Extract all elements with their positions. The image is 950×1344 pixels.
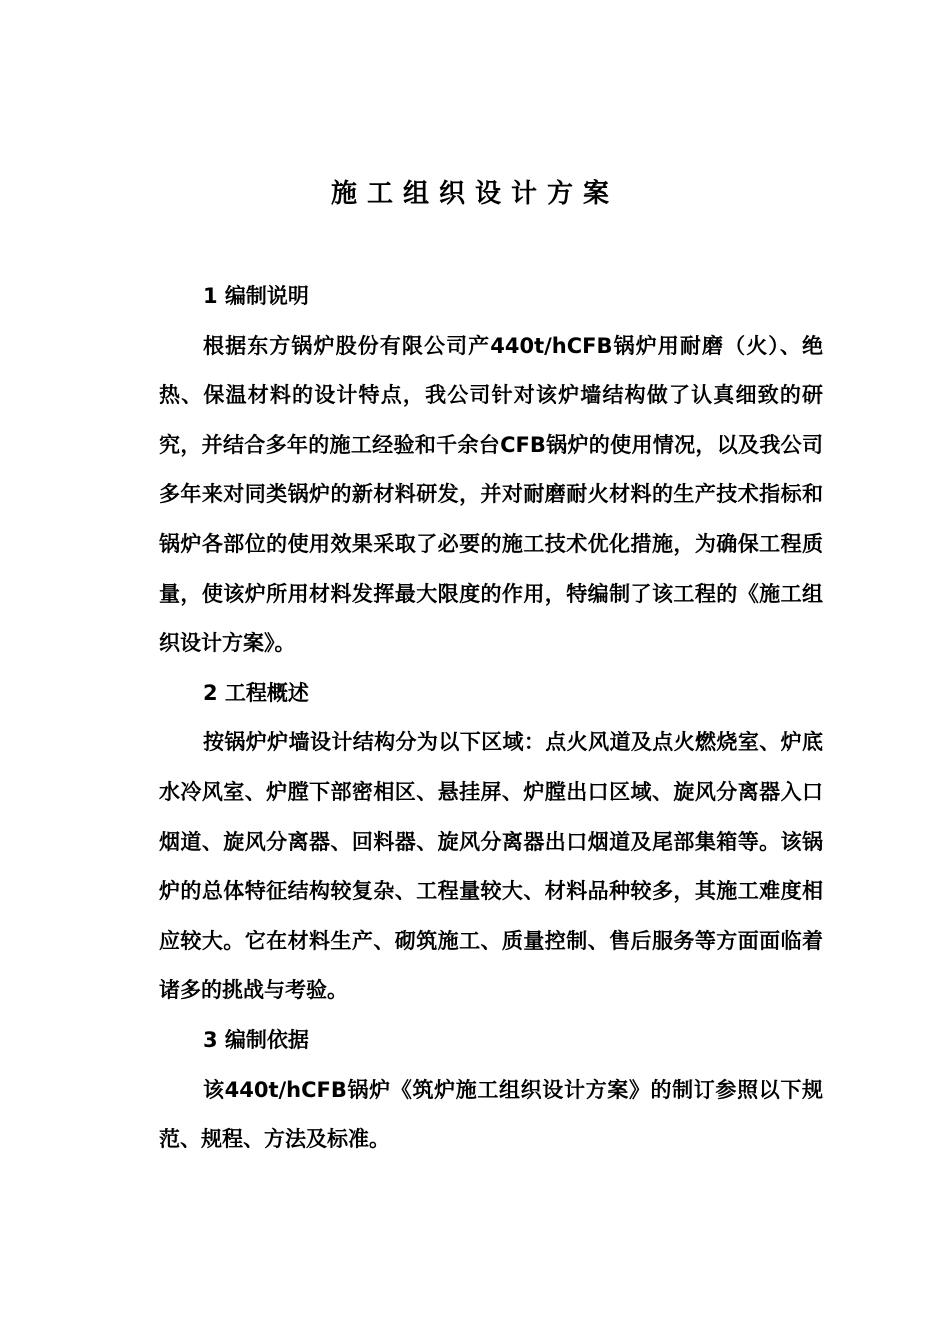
section-paragraph-1: 根据东方锅炉股份有限公司产440t/hCFB锅炉用耐磨（火）、绝热、保温材料的设计特点，我公司针对该炉墙结构做了认真细致的研究，并结合多年的施工经验和千余台CFB锅炉的使用情况，以及我公司多年来对同类锅炉的新材料研发，并对耐磨耐火材料的生产技术指标和锅炉各部位的使用效果采取了必要的施工技术优化措施，为确保工程质量，使该炉所用材料发挥最大限度的作用，特编制了该工程的《施工组织设计方案》。 [159,333,823,656]
document-body [159,272,823,1165]
section-paragraph-2: 按锅炉炉墙设计结构分为以下区域：点火风道及点火燃烧室、炉底水冷风室、炉膛下部密相区、悬挂屏、炉膛出口区域、旋风分离器入口烟道、旋风分离器、回料器、旋风分离器出口烟道及尾部集箱等。该锅炉的总体特征结构较复杂、工程量较大、材料品种较多，其施工难度相应较大。它在材料生产、砌筑施工、质量控制、售后服务等方面面临着诸多的挑战与考验。 [159,730,823,1003]
section-heading-3: 3 编制依据 [203,1027,309,1052]
section-heading-1: 1 编制说明 [203,284,309,308]
document-title: 施工组织设计方案 [330,179,619,209]
section-heading-2: 2 工程概述 [203,680,309,705]
section-paragraph-3: 该440t/hCFB锅炉《筑炉施工组织设计方案》的制订参照以下规范、规程、方法及标准。 [159,1077,823,1152]
